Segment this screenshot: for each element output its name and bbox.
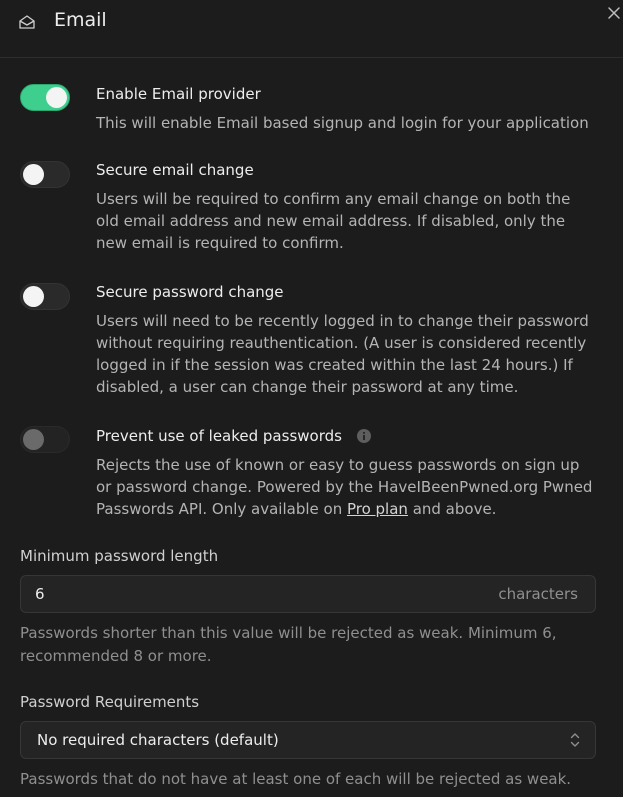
min-length-label: Minimum password length: [20, 547, 219, 565]
enable-email-provider-toggle[interactable]: [20, 84, 70, 111]
setting-label: Secure password change: [96, 283, 284, 301]
password-requirements-help: Passwords that do not have at least one of each will be rejected as weak.: [20, 770, 572, 788]
description-text: Rejects the use of known or easy to guess passwords on sign up or password change. Powered by the HaveIBeenPwned.org Pwned Passwords API. Only available on: [96, 456, 593, 518]
setting-description: [96, 454, 596, 520]
min-length-field[interactable]: [20, 575, 596, 613]
setting-label: Secure email change: [96, 161, 254, 179]
setting-description: This will enable Email based signup and login for your application: [96, 114, 589, 132]
toggle-knob: [23, 429, 44, 450]
min-length-help: Passwords shorter than this value will be rejected as weak. Minimum 6, recommended 8 or more.: [20, 624, 557, 665]
password-requirements-select[interactable]: [20, 721, 596, 759]
secure-password-change-toggle[interactable]: [20, 283, 70, 310]
toggle-knob: [23, 286, 44, 307]
input-suffix: characters: [498, 585, 578, 603]
min-length-input[interactable]: [21, 576, 461, 612]
secure-email-change-toggle[interactable]: [20, 161, 70, 188]
pro-plan-link[interactable]: Pro plan: [346, 500, 408, 518]
chevron-up-down-icon: [569, 731, 581, 749]
toggle-knob: [23, 164, 44, 185]
setting-label: Prevent use of leaked passwords: [96, 427, 342, 445]
info-icon[interactable]: [357, 429, 371, 443]
setting-label: Enable Email provider: [96, 85, 261, 103]
panel-header: [0, 0, 623, 58]
envelope-icon: [18, 13, 36, 31]
select-value: No required characters (default): [37, 731, 279, 749]
close-icon[interactable]: [607, 6, 621, 20]
password-requirements-label: Password Requirements: [20, 693, 200, 711]
panel-title: Email: [54, 9, 107, 31]
setting-description: Users will need to be recently logged in to change their password without requiring reauthentication. (A user is considered recently logged in if the session was created within the last 24 hours.) If disabled, a user can change their password at any time.: [96, 312, 589, 396]
description-text: and above.: [407, 500, 497, 518]
setting-label-row: [96, 427, 371, 445]
toggle-knob: [46, 87, 67, 108]
setting-description: Users will be required to confirm any email change on both the old email address and new email address. If disabled, only the new email is required to confirm.: [96, 190, 571, 252]
prevent-leaked-passwords-toggle[interactable]: [20, 426, 70, 453]
